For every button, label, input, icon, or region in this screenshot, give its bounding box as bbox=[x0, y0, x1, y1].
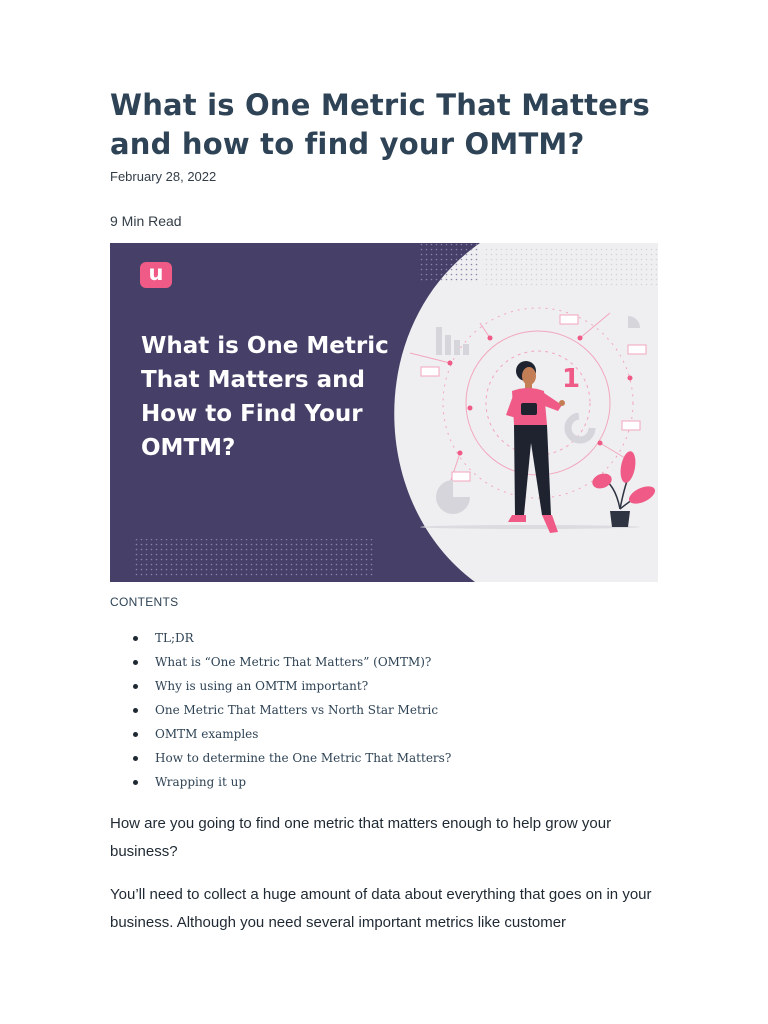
toc-item[interactable] bbox=[110, 674, 451, 698]
bullet-icon bbox=[133, 756, 138, 761]
publish-date: February 28, 2022 bbox=[110, 169, 217, 184]
figure-number: 1 bbox=[562, 364, 581, 394]
brand-logo-icon: u bbox=[140, 262, 172, 288]
read-time: 9 Min Read bbox=[110, 213, 182, 229]
body-paragraph: How are you going to find one metric that matters enough to help grow your business? bbox=[110, 815, 612, 860]
hero-image bbox=[110, 243, 658, 582]
bullet-icon bbox=[133, 636, 138, 641]
bullet-icon bbox=[133, 708, 138, 713]
bullet-icon bbox=[133, 732, 138, 737]
body-paragraph: You’ll need to collect a huge amount of data about everything that goes on in your business. Although you need several important metrics like customer bbox=[110, 886, 652, 931]
table-of-contents bbox=[110, 626, 451, 794]
article-title: What is One Metric That Matters and how to find your OMTM? bbox=[110, 88, 650, 161]
toc-link[interactable]: Wrapping it up bbox=[155, 775, 246, 789]
toc-link[interactable]: How to determine the One Metric That Matters? bbox=[155, 751, 452, 765]
bullet-icon bbox=[133, 780, 138, 785]
contents-heading: CONTENTS bbox=[110, 595, 179, 609]
hero-title: What is One Metric That Matters and How to Find Your OMTM? bbox=[141, 333, 389, 461]
toc-link[interactable]: TL;DR bbox=[155, 631, 194, 645]
bullet-icon bbox=[133, 660, 138, 665]
toc-link[interactable]: One Metric That Matters vs North Star Metric bbox=[155, 703, 439, 717]
toc-item[interactable] bbox=[110, 770, 451, 794]
toc-item[interactable] bbox=[110, 698, 451, 722]
toc-link[interactable]: OMTM examples bbox=[155, 727, 259, 741]
toc-link[interactable]: Why is using an OMTM important? bbox=[155, 679, 369, 693]
dot-grid-bottom bbox=[135, 539, 375, 577]
toc-item[interactable] bbox=[110, 722, 451, 746]
dot-grid-top bbox=[418, 243, 480, 283]
toc-item[interactable] bbox=[110, 626, 451, 650]
toc-item[interactable] bbox=[110, 746, 451, 770]
bullet-icon bbox=[133, 684, 138, 689]
dot-grid-right bbox=[482, 247, 657, 287]
toc-item[interactable] bbox=[110, 650, 451, 674]
toc-link[interactable]: What is “One Metric That Matters” (OMTM)? bbox=[155, 655, 432, 669]
